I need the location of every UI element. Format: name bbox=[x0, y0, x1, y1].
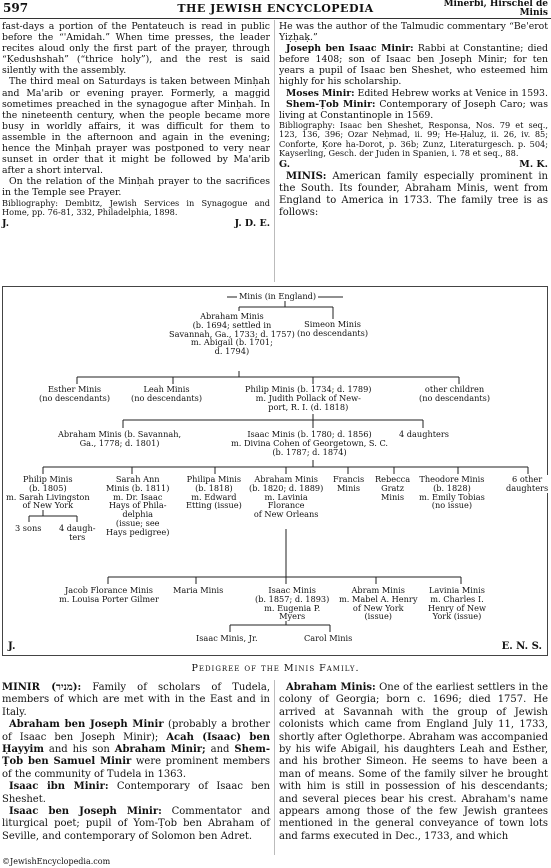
tree-signature-right: E. N. S. bbox=[501, 641, 542, 652]
entry-heading: MINIR (מניר): bbox=[2, 682, 82, 693]
tree-node: 4 daughters bbox=[399, 429, 449, 439]
entry-text: Edited Hebrew works at Venice in 1593. bbox=[357, 87, 548, 99]
page-title: THE JEWISH ENCYCLOPEDIA bbox=[177, 2, 374, 15]
paragraph: fast-days a portion of the Pentateuch is read in public before the “'Amidah.” When time presses, the leader recites aloud only the first part of the prayer, through “Ḳedushshah” (“thrice holy”), and the rest is said silently with the assembly. bbox=[2, 21, 270, 77]
column-bottom-right bbox=[279, 682, 548, 843]
tree-node: 4 daugh- ters bbox=[59, 523, 96, 542]
tree-node: Abraham Minis (b. 1820; d. 1889) m. Lavinia Florance of New Orleans bbox=[249, 474, 324, 520]
entry-heading: Isaac ibn Minir: bbox=[9, 781, 109, 793]
tree-node: Abraham Minis (b. 1694; settled in Savannah, Ga., 1733; d. 1757) m. Abigail (b. 1701; d. 1794) bbox=[169, 311, 295, 357]
paragraph: The third meal on Saturdays is taken between Minḥah and Ma'arib or evening prayer. Formerly, a maggid sometimes preached in the synagogue after Minḥah. In the nineteenth century, when the people became more busy in worldly affairs, it was difficult for them to assemble in the afternoon and again in the evening; hence the Minḥah prayer was postponed to very near sunset in order that it might be followed by Ma'arib after a short interval. bbox=[2, 76, 270, 177]
entry-text: and his son bbox=[48, 744, 110, 756]
tree-node: Minis (in England) bbox=[239, 291, 317, 301]
entry-shem-tob bbox=[279, 99, 548, 121]
tree-node: Abram Minis m. Mabel A. Henry of New York (issue) bbox=[339, 585, 418, 622]
page-number: 597 bbox=[3, 1, 29, 15]
entry-heading: Moses Minir: bbox=[286, 87, 355, 99]
family-tree bbox=[2, 286, 548, 656]
entry-text: Family of scholars of Tudela, members of which are met with in the East and in Italy. bbox=[2, 682, 270, 718]
entry-heading: Abraham Minir; bbox=[114, 744, 206, 756]
tree-node: Maria Minis bbox=[173, 585, 224, 595]
tree-node: Jacob Florance Minis m. Louisa Porter Gilmer bbox=[59, 585, 159, 604]
tree-node: Lavinia Minis m. Charles I. Henry of New York (issue) bbox=[428, 585, 486, 622]
entry-abraham-ben-joseph bbox=[2, 719, 270, 781]
footer-credit: ©JewishEncyclopedia.com bbox=[2, 857, 111, 866]
tree-node: Philipa Minis (b. 1818) m. Edward Etting (issue) bbox=[186, 474, 242, 511]
paragraph: On the relation of the Minḥah prayer to the sacrifices in the Temple see Prayer. bbox=[2, 176, 270, 199]
tree-node: 3 sons bbox=[15, 523, 42, 533]
entry-text: (probably a brother of Isaac ben Joseph Minir); bbox=[2, 719, 270, 743]
signature-right: M. K. bbox=[519, 159, 548, 171]
tree-node: Rebecca Gratz Minis bbox=[375, 474, 411, 502]
tree-node: Isaac Minis, Jr. bbox=[196, 633, 258, 643]
signature-left: G. bbox=[279, 159, 291, 171]
tree-node: Abraham Minis (b. Savannah, Ga., 1778; d. 1801) bbox=[58, 429, 182, 448]
column-bottom-left bbox=[2, 682, 270, 843]
entry-text: American family especially prominent in the South. Its founder, Abraham Minis, went from England to America in 1733. The family tree is as follows: bbox=[279, 170, 548, 218]
entry-heading: Shem-Ṭob ben Samuel Minir bbox=[2, 744, 270, 768]
entry-heading: Abraham ben Joseph Minir bbox=[9, 719, 164, 731]
column-top-right bbox=[279, 21, 548, 219]
running-head bbox=[444, 0, 548, 18]
page-header bbox=[0, 0, 551, 19]
entry-text: Rabbi at Constantine; died before 1408; son of Isaac ben Joseph Minir; for ten years a pupil of Isaac ben Sheshet, who esteemed him highly for his scholarship. bbox=[279, 43, 548, 88]
entry-text: were prominent members of the community of Tudela in 1363. bbox=[2, 756, 270, 780]
entry-isaac-ibn bbox=[2, 781, 270, 806]
tree-node: Philip Minis (b. 1734; d. 1789) m. Judith Pollack of New- port, R. I. (d. 1818) bbox=[245, 384, 372, 412]
entry-moses bbox=[279, 88, 548, 99]
entry-heading: Isaac ben Joseph Minir: bbox=[9, 806, 162, 818]
entry-text: and bbox=[210, 744, 230, 756]
entry-minis bbox=[279, 171, 548, 219]
entry-text: One of the earliest settlers in the colony of Georgia; born c. 1696; died 1757. He arrived at Savannah with the group of Jewish colonists which came from England July 11, 1733, shortly after Oglethorpe. Abraham was accompanied by his wife Abigail, his daughters Leah and Esther, and his brother Simeon. He seems to have been a man of means. Some of the family silver he brought with him is still in possession of his descendants; and several pieces bear his crest. Abraham's name appears among those of the few Jewish grantees mentioned in the general conveyance of town lots and farms executed in Dec., 1733, and which bbox=[279, 682, 548, 842]
bibliography: Bibliography: Isaac ben Sheshet, Responsa, Nos. 79 et seq., 123, 136, 396; Ozar Neḥmad, ii. 99; He-Ḥaluẓ, ii. 26, iv. 85; Conforte, Ḳore ha-Dorot, p. 36b; Zunz, Literaturgesch. p. 504; Kayserling, Gesch. der Juden in Spanien, i. 78 et seq., 88. bbox=[279, 119, 548, 159]
tree-node: 6 other daughters bbox=[506, 474, 549, 493]
tree-node: Isaac Minis (b. 1780; d. 1856) m. Divina Cohen of Georgetown, S. C. (b. 1787; d. 1874) bbox=[231, 429, 389, 457]
signature-line bbox=[279, 159, 548, 170]
entry-abraham-minis bbox=[279, 682, 548, 843]
entry-heading: Abraham Minis: bbox=[286, 682, 376, 693]
paragraph: He was the author of the Talmudic commentary “Be'erot Yiẓḥaḳ.” bbox=[279, 21, 548, 44]
tree-node: Sarah Ann Minis (b. 1811) m. Dr. Isaac Hays of Phila- delphia (issue; see Hays pedigree) bbox=[106, 474, 170, 537]
entry-minir bbox=[2, 682, 270, 719]
signature-line bbox=[2, 218, 270, 229]
entry-heading: Joseph ben Isaac Minir: bbox=[286, 43, 414, 55]
column-top-left bbox=[2, 21, 270, 229]
entry-text: Contemporary of Joseph Caro; was living at Constantinople in 1569. bbox=[279, 98, 548, 121]
tree-node: Isaac Minis (b. 1857; d. 1893) m. Eugenia P. Myers bbox=[255, 585, 330, 622]
entry-joseph-ben-isaac bbox=[279, 43, 548, 87]
tree-node: Esther Minis (no descendants) bbox=[39, 384, 111, 403]
figure-caption: Pedigree of the Minis Family. bbox=[191, 663, 360, 674]
entry-text: Commentator and liturgical poet; pupil of Yom-Ṭob ben Abraham of Seville, and contemporary of Solomon ben Adret. bbox=[2, 806, 270, 842]
tree-node: Carol Minis bbox=[304, 633, 353, 643]
tree-node: Simeon Minis (no descendants) bbox=[297, 319, 369, 338]
tree-node: Theodore Minis (b. 1828) m. Emily Tobias (no issue) bbox=[419, 474, 485, 511]
entry-heading: Shem-Ṭob Minir: bbox=[286, 98, 376, 110]
running-head-line2: Minis bbox=[519, 8, 548, 18]
column-rule-bottom bbox=[274, 680, 275, 855]
running-head-line1: Minerbi, Hirschel de bbox=[443, 0, 548, 9]
entry-heading: MINIS: bbox=[286, 170, 327, 182]
entry-isaac-ben-joseph bbox=[2, 806, 270, 843]
bibliography: Bibliography: Dembitz, Jewish Services in Synagogue and Home, pp. 76-81, 332, Philadelphia, 1898. bbox=[2, 197, 270, 217]
tree-node: other children (no descendants) bbox=[419, 384, 491, 403]
signature-left: J. bbox=[2, 218, 10, 230]
signature-right: J. D. E. bbox=[234, 218, 270, 230]
entry-heading: Acah (Isaac) ben Ḥayyim bbox=[2, 731, 270, 756]
entry-text: Contemporary of Isaac ben Sheshet. bbox=[2, 781, 270, 805]
tree-node: Francis Minis bbox=[333, 474, 365, 493]
tree-node: Leah Minis (no descendants) bbox=[131, 384, 203, 403]
tree-signature-left: J. bbox=[8, 641, 16, 652]
tree-node: Philip Minis (b. 1805) m. Sarah Livingston of New York bbox=[6, 474, 90, 511]
column-rule-top bbox=[274, 20, 275, 282]
